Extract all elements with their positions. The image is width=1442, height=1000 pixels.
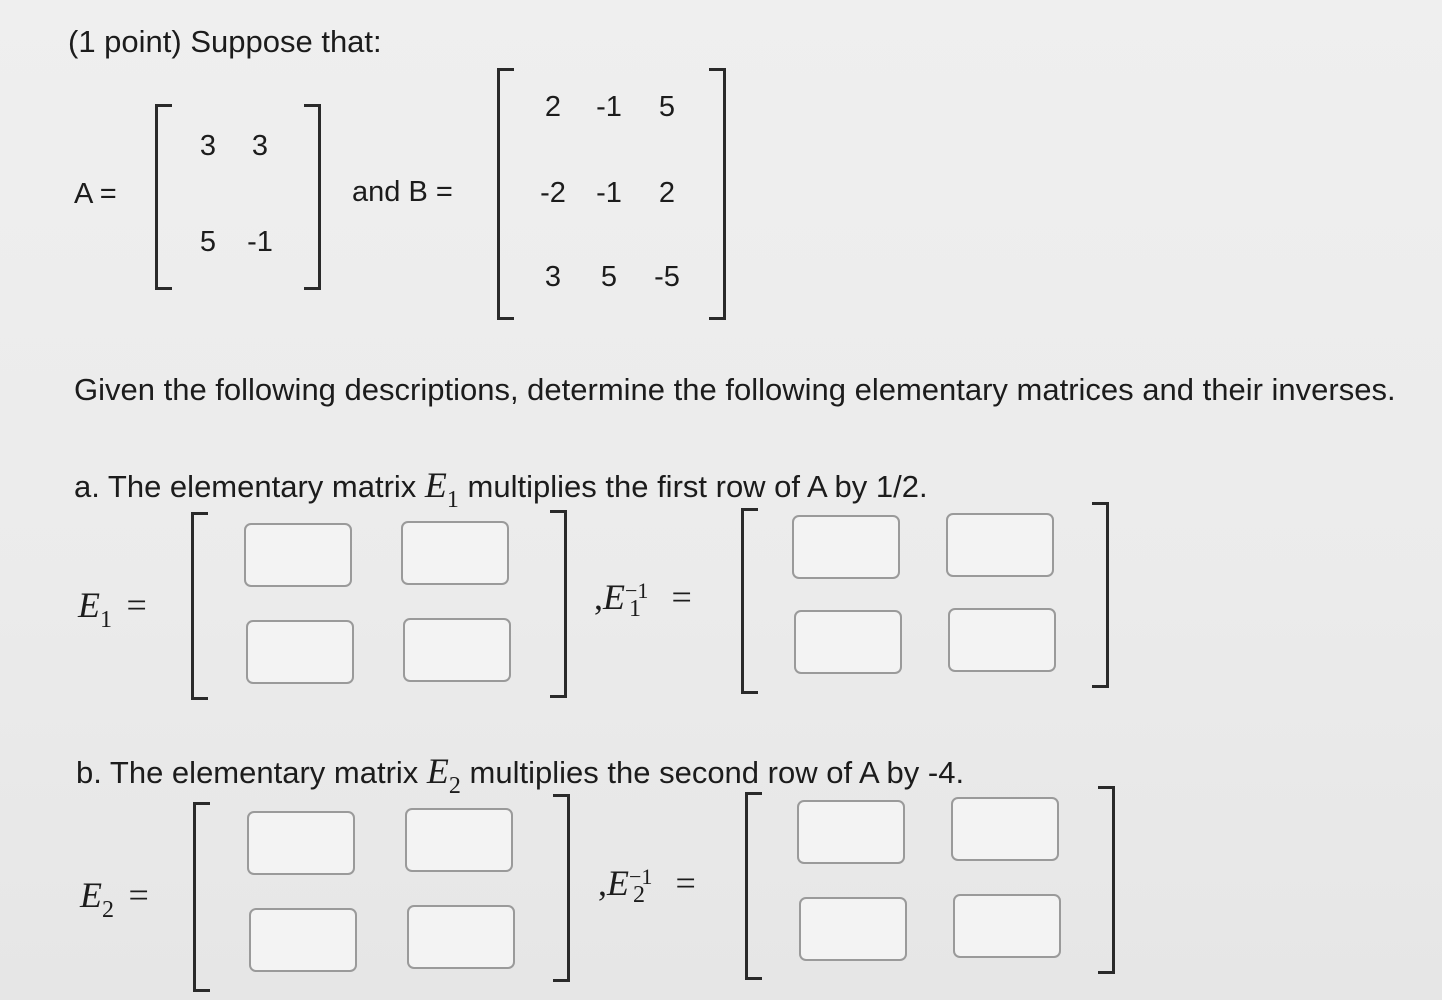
e1-inverse-input-r2c1[interactable] — [796, 612, 900, 672]
e2-right-bracket — [553, 794, 570, 982]
matrix-b-entry: 5 — [600, 261, 618, 293]
part-b-matrix-name: $E_2$ — [426, 751, 461, 799]
e2-input-r1c1[interactable] — [249, 813, 353, 873]
matrix-a-right-bracket — [304, 104, 321, 290]
e2-inverse-right-bracket — [1098, 786, 1115, 974]
e1-entry-r2c1[interactable] — [246, 620, 354, 684]
e1-entry-r1c1[interactable] — [244, 523, 352, 587]
matrix-a-label: A = — [74, 178, 117, 210]
e1-inverse-left-bracket — [741, 508, 758, 694]
e2-inverse-input-r1c1[interactable] — [799, 802, 903, 862]
matrix-b-entry: -1 — [596, 91, 622, 123]
e2-lhs: E2 = — [80, 875, 149, 923]
e1-entry-r1c2[interactable] — [401, 521, 509, 585]
matrix-a-left-bracket — [155, 104, 172, 290]
e2-input-r2c2[interactable] — [409, 907, 513, 967]
e1-inverse-entry-r2c2[interactable] — [948, 608, 1056, 672]
matrix-b-left-bracket — [497, 68, 514, 320]
e2-left-bracket — [193, 802, 210, 992]
e1-inverse-input-r1c2[interactable] — [948, 515, 1052, 575]
e2-entry-r2c2[interactable] — [407, 905, 515, 969]
matrix-a-entry: -1 — [247, 226, 273, 258]
matrix-b-entry: 5 — [658, 91, 676, 123]
e2-inverse-input-r2c1[interactable] — [801, 899, 905, 959]
part-b-description — [76, 750, 965, 799]
e1-inverse-entry-r2c1[interactable] — [794, 610, 902, 674]
e2-inverse-entry-r2c1[interactable] — [799, 897, 907, 961]
e2-entry-r1c2[interactable] — [405, 808, 513, 872]
part-a-description — [74, 464, 928, 513]
part-b-prefix: b. The elementary matrix — [76, 755, 419, 790]
part-b-suffix: multiplies the second row of A by -4. — [469, 755, 965, 790]
e2-input-r1c2[interactable] — [407, 810, 511, 870]
e1-inverse-input-r1c1[interactable] — [794, 517, 898, 577]
and-b-label: and B = — [352, 176, 453, 208]
e1-right-bracket — [550, 510, 567, 698]
e1-inverse-right-bracket — [1092, 502, 1109, 688]
e1-inverse-entry-r1c1[interactable] — [792, 515, 900, 579]
part-a-matrix-name: $E_1$ — [424, 465, 459, 513]
e2-inverse-entry-r2c2[interactable] — [953, 894, 1061, 958]
matrix-b-entry: -1 — [596, 177, 622, 209]
e1-lhs: E1 = — [78, 585, 147, 633]
e1-inverse-lhs: ,E −1 1 = — [594, 577, 692, 622]
instructions-text: Given the following descriptions, determine the following elementary matrices and their inverses. — [74, 372, 1396, 407]
matrix-b-entry: 3 — [544, 261, 562, 293]
matrix-b-entry: -2 — [540, 177, 566, 209]
e2-entry-r2c1[interactable] — [249, 908, 357, 972]
matrix-b-right-bracket — [709, 68, 726, 320]
e1-input-r2c1[interactable] — [248, 622, 352, 682]
e2-inverse-left-bracket — [745, 792, 762, 980]
e2-entry-r1c1[interactable] — [247, 811, 355, 875]
e1-input-r1c1[interactable] — [246, 525, 350, 585]
e1-input-r2c2[interactable] — [405, 620, 509, 680]
matrix-a-entry: 3 — [251, 130, 269, 162]
problem-header: (1 point) Suppose that: — [68, 24, 382, 59]
e2-inverse-entry-r1c2[interactable] — [951, 797, 1059, 861]
e2-inverse-entry-r1c1[interactable] — [797, 800, 905, 864]
part-a-prefix: a. The elementary matrix — [74, 469, 417, 504]
e1-entry-r2c2[interactable] — [403, 618, 511, 682]
e2-input-r2c1[interactable] — [251, 910, 355, 970]
e2-inverse-lhs: ,E −1 2 = — [598, 863, 696, 908]
part-a-suffix: multiplies the first row of A by 1/2. — [467, 469, 928, 504]
matrix-b-entry: -5 — [654, 261, 680, 293]
matrix-b-entry: 2 — [658, 177, 676, 209]
e1-left-bracket — [191, 512, 208, 700]
e1-inverse-input-r2c2[interactable] — [950, 610, 1054, 670]
e1-input-r1c2[interactable] — [403, 523, 507, 583]
matrix-a-entry: 5 — [199, 226, 217, 258]
matrix-b-entry: 2 — [544, 91, 562, 123]
matrix-a-entry: 3 — [199, 130, 217, 162]
e1-inverse-entry-r1c2[interactable] — [946, 513, 1054, 577]
e2-inverse-input-r1c2[interactable] — [953, 799, 1057, 859]
e2-inverse-input-r2c2[interactable] — [955, 896, 1059, 956]
